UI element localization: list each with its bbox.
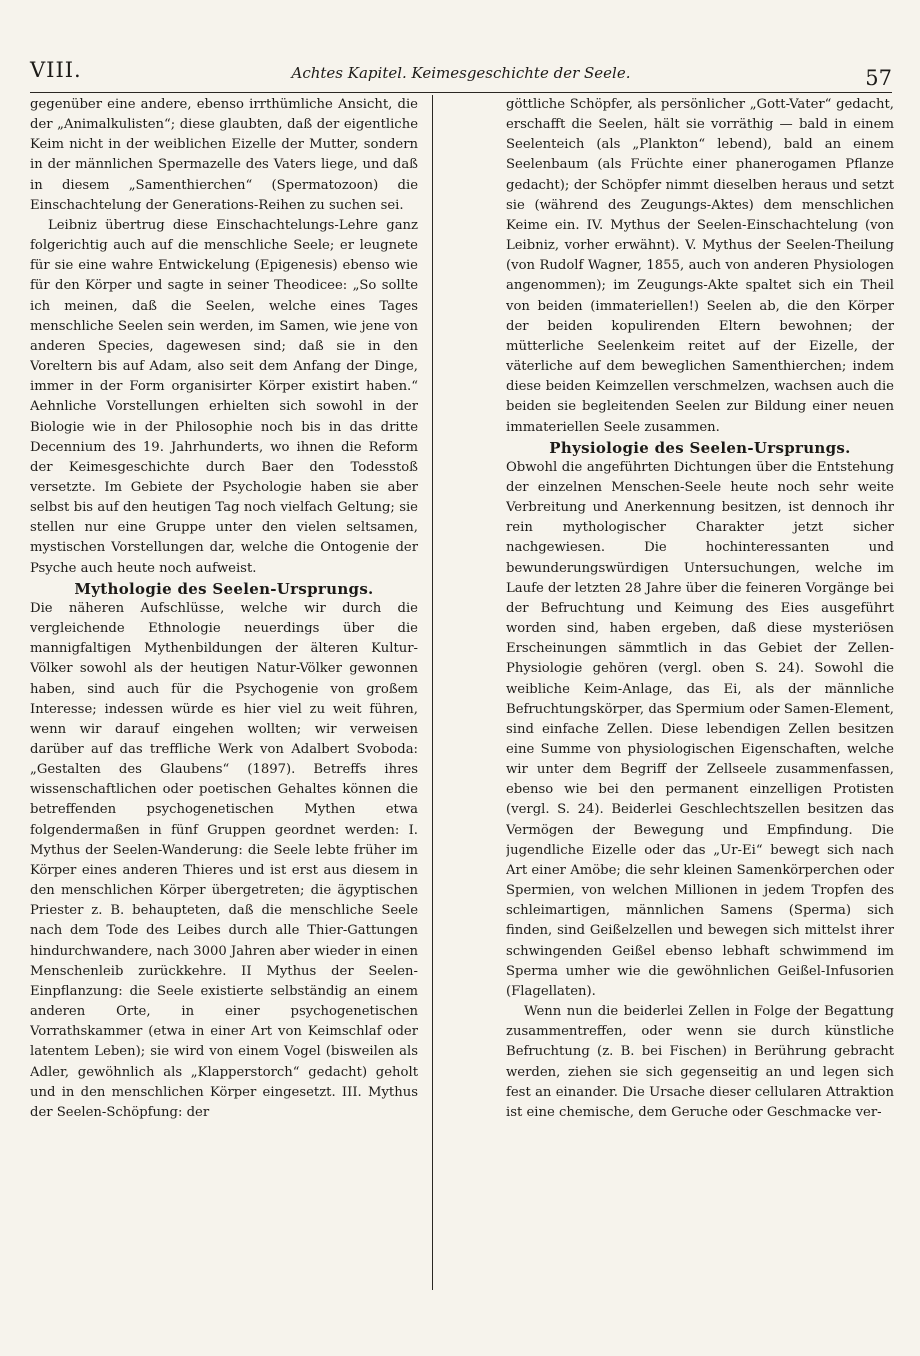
paragraph: göttliche Schöpfer, als persönlicher „Gott-Vater“ gedacht, erschafft die Seelen, hält sie vorräthig — bald in einem Seelenteich (als „Plankton“ lebend), bald an einem Seelenbaum (als Früchte einer phanerogamen Pflanze gedacht); der Schöpfer nimmt dieselben heraus und setzt sie (während des Zeugungs-Aktes) dem menschlichen Keime ein. IV. Mythus der Seelen-Einschachtelung (von Leibniz, vorher erwähnt). V. Mythus der Seelen-Theilung (von Rudolf Wagner, 1855, auch von anderen Physiologen angenommen); im Zeugungs-Akte spaltet sich ein Theil von beiden (immateriellen!) Seelen ab, die den Körper der beiden kopulirenden Eltern bewohnen; der mütterliche Seelenkeim reitet auf der Eizelle, der väterliche auf dem beweglichen Samenthierchen; indem diese beiden Keimzellen verschmelzen, wachsen auch die beiden sie begleitenden Seelen zur Bildung einer neuen immateriellen Seele zusammen. — [506, 97, 894, 435]
paragraph: Leibniz übertrug diese Einschachtelungs-Lehre ganz folgerichtig auch auf die menschliche Seele; er leugnete für sie eine wahre Entwickelung (Epigenesis) ebenso wie für den Körper und sagte in seiner Theodicee: „So sollte ich meinen, daß die Seelen, welche eines Tages menschliche Seelen sein werden, im Samen, wie jene von anderen Species, dagewesen sind; daß sie in den Voreltern bis auf Adam, also seit dem Anfang der Dinge, immer in der Form organisirter Körper existirt haben.“ Aehnliche Vorstellungen erhielten sich sowohl in der Biologie wie in der Philosophie noch bis in das dritte Decennium des 19. Jahrhunderts, wo ihnen die Reform der Keimesgeschichte durch Baer den Todesstoß versetzte. Im Gebiete der Psychologie haben sie aber selbst bis auf den heutigen Tag noch vielfach Geltung; sie stellen nur eine Gruppe unter den vielen seltsamen, mystischen Vorstellungen dar, welche die Ontogenie der Psyche auch heute noch aufweist. — [30, 217, 418, 576]
running-title: Achtes Kapitel. Keimesgeschichte der Seele. — [291, 64, 631, 82]
section-heading: Physiologie des Seelen-Ursprungs. — [549, 438, 851, 457]
left-column — [30, 95, 418, 1290]
column-divider — [432, 95, 433, 1290]
chapter-number: VIII. — [30, 58, 82, 82]
right-column — [506, 95, 894, 1290]
book-page — [30, 52, 892, 1292]
section-heading: Mythologie des Seelen-Ursprungs. — [74, 579, 374, 598]
paragraph: Obwohl die angeführten Dichtungen über die Entstehung der einzelnen Menschen-Seele heute noch sehr weite Verbreitung und Anerkennung besitzen, ist dennoch ihr rein mythologischer Charakter jetzt sicher nachgewiesen. Die hochinteressanten und bewunderungswürdigen Untersuchungen, welche im Laufe der letzten 28 Jahre über die feineren Vorgänge bei der Befruchtung und Keimung des Eies ausgeführt worden sind, haben ergeben, daß diese mysteriösen Erscheinungen sämmtlich in das Gebiet der Zellen-Physiologie gehören (vergl. oben S. 24). Sowohl die weibliche Keim-Anlage, das Ei, als der männliche Befruchtungskörper, das Spermium oder Samen-Element, sind einfache Zellen. Diese lebendigen Zellen besitzen eine Summe von physiologischen Eigenschaften, welche wir unter dem Begriff der Zellseele zusammenfassen, ebenso wie bei den permanent einzelligen Protisten (vergl. S. 24). Beiderlei Geschlechtszellen besitzen das Vermögen der Bewegung und Empfindung. Die jugendliche Eizelle oder das „Ur-Ei“ bewegt sich nach Art einer Amöbe; die sehr kleinen Samenkörperchen oder Spermien, von welchen Millionen in jedem Tropfen des schleimartigen, männlichen Samens (Sperma) sich finden, sind Geißelzellen und bewegen sich mittelst ihrer schwingenden Geißel ebenso lebhaft schwimmend im Sperma umher wie die gewöhnlichen Geißel-Infusorien (Flagellaten). — [506, 459, 894, 999]
paragraph: Wenn nun die beiderlei Zellen in Folge der Begattung zusammentreffen, oder wenn sie durch künstliche Befruchtung (z. B. bei Fischen) in Berührung gebracht werden, ziehen sie sich gegenseitig an und legen sich fest an einander. Die Ursache dieser cellularen Attraktion ist eine chemische, dem Geruche oder Geschmacke ver- — [506, 1004, 894, 1120]
running-header — [30, 52, 892, 93]
paragraph: gegenüber eine andere, ebenso irrthümliche Ansicht, die der „Animalkulisten“; diese glaubten, daß der eigentliche Keim nicht in der weiblichen Eizelle der Mutter, sondern in der männlichen Spermazelle des Vaters liege, und daß in diesem „Samenthierchen“ (Spermatozoon) die Einschachtelung der Generations-Reihen zu suchen sei. — [30, 97, 418, 213]
paragraph: Die näheren Aufschlüsse, welche wir durch die vergleichende Ethnologie neuerdings über die mannigfaltigen Mythenbildungen der älteren Kultur-Völker sowohl als der heutigen Natur-Völker gewonnen haben, sind auch für die Psychogenie von großem Interesse; indessen würde es hier viel zu weit führen, wenn wir darauf eingehen wollten; wir verweisen darüber auf das treffliche Werk von Adalbert Svoboda: „Gestalten des Glaubens“ (1897). Betreffs ihres wissenschaftlichen oder poetischen Gehaltes können die betreffenden psychogenetischen Mythen etwa folgendermaßen in fünf Gruppen geordnet werden: I. Mythus der Seelen-Wanderung: die Seele lebte früher im Körper eines anderen Thieres und ist erst aus diesem in den menschlichen Körper übergetreten; die ägyptischen Priester z. B. behaupteten, daß die menschliche Seele nach dem Tode des Leibes durch alle Thier-Gattungen hindurchwandere, nach 3000 Jahren aber wieder in einen Menschenleib zurückkehre. II Mythus der Seelen-Einpflanzung: die Seele existierte selbständig an einem anderen Orte, in einer psychogenetischen Vorrathskammer (etwa in einer Art von Keimschlaf oder latentem Leben); sie wird von einem Vogel (bisweilen als Adler, gewöhnlich als „Klapperstorch“ gedacht) geholt und in den menschlichen Körper eingesetzt. III. Mythus der Seelen-Schöpfung: der — [30, 600, 418, 1120]
page-number: 57 — [865, 66, 892, 90]
text-columns — [30, 95, 892, 1290]
